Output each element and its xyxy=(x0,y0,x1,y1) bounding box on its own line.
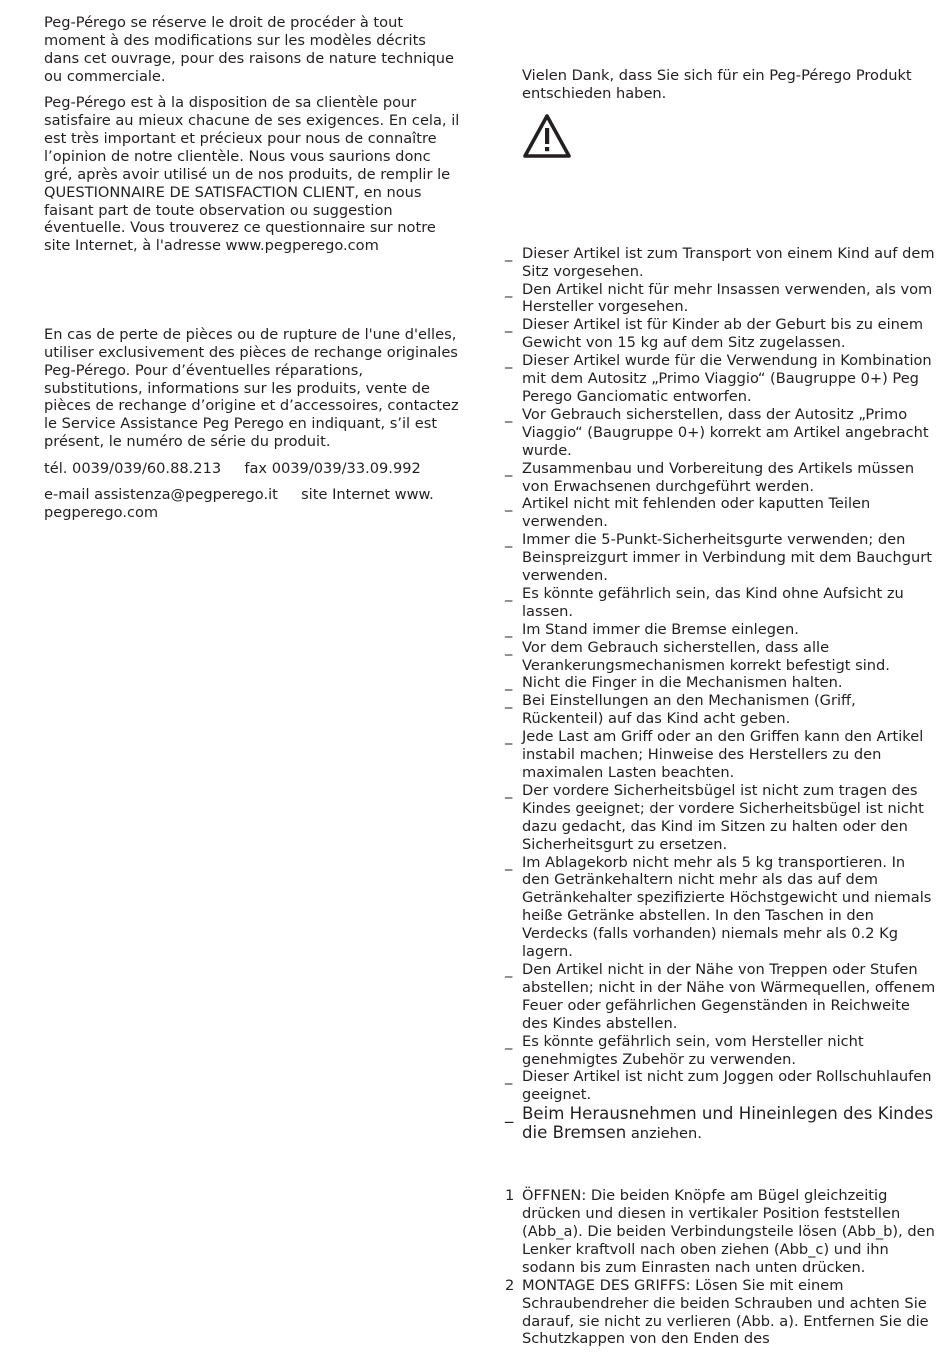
fax-number: fax 0039/039/33.09.992 xyxy=(244,459,421,477)
list-item: _ Immer die 5-Punkt-Sicherheitsgurte verwenden; den Beinspreizgurt immer in Verbindung mit dem Bauchgurt verwenden. xyxy=(505,531,937,585)
step-text: ÖFFNEN: Die beiden Knöpfe am Bügel gleichzeitig drücken und diesen in vertikaler Position feststellen (Abb_a). Die beiden Verbindungsteile lösen (Abb_b), den Lenker kraftvoll nach oben ziehen (Abb_c) und ihn sodann bis zum Einrasten nach unten drücken. xyxy=(522,1187,935,1276)
phone-number: tél. 0039/039/60.88.213 xyxy=(44,459,222,477)
warning-triangle-icon xyxy=(522,113,572,159)
step-number: 2 xyxy=(505,1276,515,1294)
email-site-line xyxy=(44,486,460,522)
list-item: _ Bei Einstellungen an den Mechanismen (Griff, Rückenteil) auf das Kind acht geben. xyxy=(505,692,937,728)
list-item: _ Vor dem Gebrauch sicherstellen, dass alle Verankerungsmechanismen korrekt befestigt sind. xyxy=(505,639,937,675)
list-item: _ Jede Last am Griff oder an den Griffen kann den Artikel instabil machen; Hinweise des Herstellers zu den maximalen Lasten beachten. xyxy=(505,728,937,782)
website-address: site Internet www. pegperego.com xyxy=(44,486,434,521)
modification-notice: Peg-Pérego se réserve le droit de procéder à tout moment à des modifications sur les modèles décrits dans cet ouvrage, pour des raisons de nature technique ou commerciale. xyxy=(44,14,455,85)
list-item: _ Zusammenbau und Vorbereitung des Artikels müssen von Erwachsenen durchgeführt werden. xyxy=(505,460,937,496)
list-item xyxy=(505,1277,937,1349)
list-item: _ Es könnte gefährlich sein, vom Hersteller nicht genehmigtes Zubehör zu verwenden. xyxy=(505,1033,937,1069)
thank-you-text: Vielen Dank, dass Sie sich für ein Peg-Pérego Produkt entschieden haben. xyxy=(522,67,912,102)
list-item: _ Nicht die Finger in die Mechanismen halten. xyxy=(505,674,937,692)
french-column xyxy=(44,14,460,530)
list-item: _ Den Artikel nicht in der Nähe von Treppen oder Stufen abstellen; nicht in der Nähe von Wärmequellen, offenem Feuer oder gefährlichen Gegenständen in Reichweite des Kindes abstellen. xyxy=(505,961,937,1033)
list-item: _ Dieser Artikel wurde für die Verwendung in Kombination mit dem Autositz „Primo Viaggio“ (Baugruppe 0+) Peg Perego Ganciomatic entworfen. xyxy=(505,352,937,406)
assembly-steps-list xyxy=(505,1187,937,1348)
list-item: _ Beim Herausnehmen und Hineinlegen des Kindes die Bremsen anziehen. xyxy=(505,1104,937,1143)
customer-survey-paragraph: Peg-Pérego est à la disposition de sa clientèle pour satisfaire au mieux chacune de ses exigences. En cela, il est très important et précieux pour nous de connaître l’opinion de notre clientèle. Nous vous saurions donc gré, après avoir utilisé un de nos produits, de remplir le QUESTIONNAIRE DE SATISFACTION CLIENT, en nous faisant part de toute observation ou suggestion éventuelle. Vous trouverez ce questionnaire sur notre site Internet, à l'adresse www.pegperego.com xyxy=(44,94,460,255)
list-item: _ Artikel nicht mit fehlenden oder kaputten Teilen verwenden. xyxy=(505,495,937,531)
list-item: _ Dieser Artikel ist für Kinder ab der Geburt bis zu einem Gewicht von 15 kg auf dem Sitz zugelassen. xyxy=(505,316,937,352)
list-item: _ Dieser Artikel ist zum Transport von einem Kind auf dem Sitz vorgesehen. xyxy=(505,245,937,281)
list-item: _ Im Stand immer die Bremse einlegen. xyxy=(505,621,937,639)
phone-fax-line xyxy=(44,460,460,478)
spacer xyxy=(44,264,460,326)
list-item: _ Es könnte gefährlich sein, das Kind ohne Aufsicht zu lassen. xyxy=(505,585,937,621)
list-item: _ Im Ablagekorb nicht mehr als 5 kg transportieren. In den Getränkehaltern nicht mehr als das auf dem Getränkehalter spezifizierte Höchstgewicht und niemals heiße Getränke abstellen. In den Taschen in den Verdecks (falls vorhanden) niemals mehr als 0.2 Kg lagern. xyxy=(505,854,937,961)
step-text: MONTAGE DES GRIFFS: Lösen Sie mit einem Schraubendreher die beiden Schrauben und achten Sie darauf, sie nicht zu verlieren (Abb. a). Entfernen Sie die Schutzkappen von den Enden des xyxy=(522,1276,929,1348)
list-item xyxy=(505,1187,937,1277)
list-item: _ Der vordere Sicherheitsbügel ist nicht zum tragen des Kindes geeignet; der vordere Sicherheitsbügel ist nicht dazu gedacht, das Kind im Sitzen zu halten oder den Sicherheitsgurt zu ersetzen. xyxy=(505,782,937,854)
german-column xyxy=(505,67,937,1348)
list-item: _ Dieser Artikel ist nicht zum Joggen oder Rollschuhlaufen geeignet. xyxy=(505,1068,937,1104)
email-address: e-mail assistenza@pegperego.it xyxy=(44,486,278,504)
safety-warnings-list xyxy=(505,245,937,1144)
list-item: _ Den Artikel nicht für mehr Insassen verwenden, als vom Hersteller vorgesehen. xyxy=(505,281,937,317)
step-number: 1 xyxy=(505,1187,515,1205)
spare-parts-paragraph: En cas de perte de pièces ou de rupture de l'une d'elles, utiliser exclusivement des pièces de rechange originales Peg-Pérego. Pour d’éventuelles réparations, substitutions, informations sur les produits, vente de pièces de rechange d’origine et d’accessoires, contactez le Service Assistance Peg Perego en indiquant, s’il est présent, le numéro de série du produit. xyxy=(44,325,459,451)
list-item: _ Vor Gebrauch sicherstellen, dass der Autositz „Primo Viaggio“ (Baugruppe 0+) korrekt am Artikel angebracht wurde. xyxy=(505,406,937,460)
